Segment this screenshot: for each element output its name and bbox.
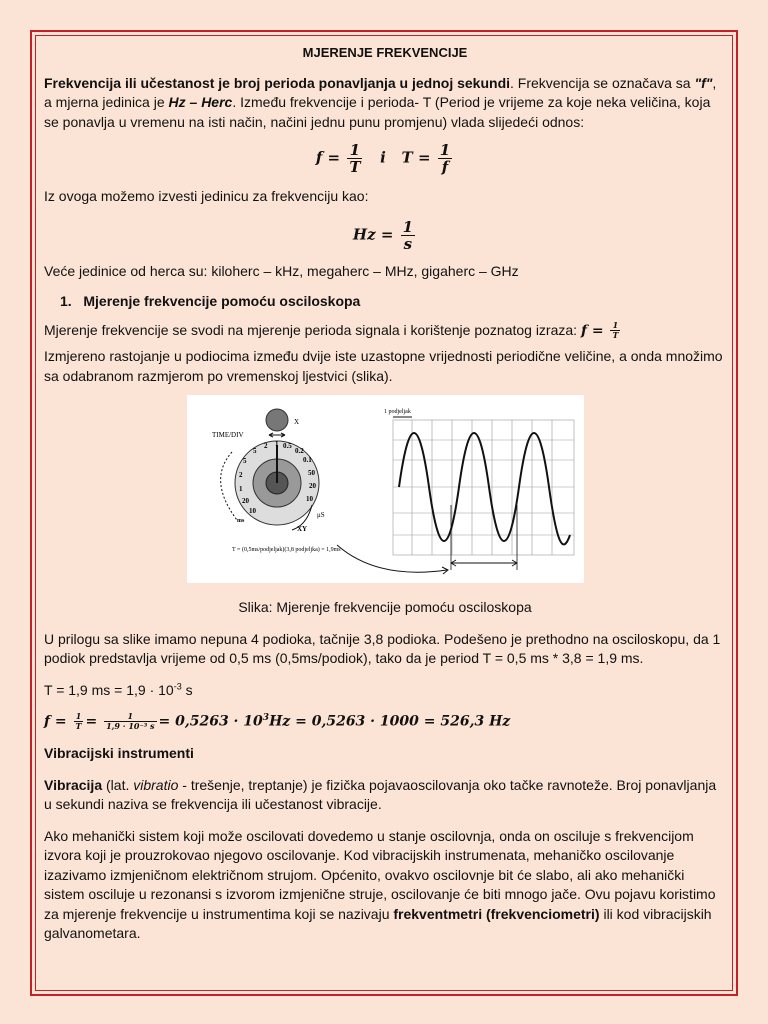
vib-latin: vibratio: [133, 776, 179, 793]
sine-wave: [399, 433, 570, 544]
x-knob: [266, 409, 288, 431]
formula3-rest2: Hz = 0,5263 · 1000 = 526,3 Hz: [269, 713, 511, 730]
formula2-lhs: Hz: [352, 225, 376, 243]
dial-num: 2: [263, 442, 267, 450]
inline-frac: [610, 321, 620, 340]
formula2-den: s: [403, 234, 413, 253]
formula3-eq2: =: [85, 713, 98, 730]
intro-text-3: . Između frekvencije i perioda- T (Period je vrijeme za koje neka veličina, koja se ponavlja u vremenu na isti način, načini jednu punu promjenu) vlada slijedeći odnos:: [44, 94, 711, 130]
dial-num: 50: [307, 469, 315, 477]
dial-num: 5: [242, 457, 246, 465]
units-line: Veće jedinice od herca su: kiloherc – kHz, megaherc – MHz, gigaherc – GHz: [44, 262, 519, 279]
formula1-i: i: [380, 148, 386, 167]
vib-p2-tail: ili kod vibracijskih galvanometara.: [44, 905, 712, 941]
formula3-frac2: [104, 712, 156, 731]
t-line-unit: s: [181, 681, 193, 698]
formula3-den1: T: [75, 721, 82, 731]
label-xy: XY: [296, 525, 307, 533]
formula1-f: f: [315, 148, 323, 167]
vib-paragraph-1: [44, 776, 726, 815]
dial-num: 10: [305, 495, 313, 503]
formula2-frac: [401, 219, 415, 252]
formula1-den1: T: [349, 158, 361, 176]
formula-hz: [44, 219, 726, 252]
label-podjeljak: 1 podjeljak: [383, 409, 411, 415]
x-arrow-icon: [269, 433, 285, 437]
formula3-eq: =: [54, 713, 67, 730]
section-number: 1.: [60, 293, 72, 309]
inline-num: 1: [610, 321, 620, 331]
formula3-num1: 1: [74, 712, 84, 722]
inline-f: f: [580, 322, 587, 339]
inline-formula: [580, 320, 622, 340]
formula1-eq1: =: [327, 148, 341, 167]
t-line-text: T = 1,9 ms = 1,9 · 10: [44, 681, 174, 698]
definition-bold: Frekvencija ili učestanost je broj perioda ponavljanja u jednoj sekundi: [44, 74, 511, 91]
page-title: MJERENJE FREKVENCIJE: [302, 45, 468, 60]
formula3-exp: 3: [262, 712, 270, 723]
inline-den: T: [612, 330, 619, 340]
dial-num: 0.2: [294, 447, 304, 455]
vib-p2-text: Ako mehanički sistem koji može oscilovati dovedemo u stanje oscilovnja, onda on osciluje s frekvencijom izvora koji je prouzrokovao njegovo oscilovanje. Kod vibracijskih instrumenata, mehaničko oscilovanje izazivamo izmjeničnom električnom strujom. Općenito, ovakvo oscilovnje bit će slabo, ali ako mehanički sistem osciluje u rezonansi s izvorom izmjenične struje, oscilovanje će biti mnogo jače. Ovu pojavu koristimo za mjerenje frekvencije u instrumentima koji se nazivaju: [44, 827, 716, 922]
formula-result: [44, 712, 726, 732]
formula1-frac2: [438, 142, 452, 175]
formula2-eq: =: [380, 225, 394, 243]
label-time-div: TIME/DIV: [211, 431, 243, 439]
oscilloscope-text: Mjerenje frekvencije se svodi na mjerenje perioda signala i korištenje poznatog izraza:: [44, 321, 578, 338]
dial-num: 2: [238, 471, 242, 479]
label-us: μS: [316, 511, 325, 519]
dial-num: 5: [252, 447, 256, 455]
formula1-num1: 1: [347, 142, 362, 159]
symbol-f: "f": [694, 74, 713, 91]
formula3-num2: 1: [104, 712, 156, 722]
dial-num: 1: [238, 485, 242, 493]
dial-arc-left: [220, 452, 236, 520]
figure-caption: Slika: Mjerenje frekvencije pomoću osciloskopa: [238, 599, 532, 615]
period-formula: T = (0,5ms/podjeljak)(3,8 podjeljka) = 1,9ms: [231, 547, 341, 553]
hz-intro: Iz ovoga možemo izvesti jedinicu za frekvenciju kao:: [44, 188, 369, 204]
dial-num: 0.1: [302, 456, 312, 464]
intro-text-1: . Frekvencija se označava sa: [510, 74, 695, 91]
vib-paragraph-2: [44, 827, 726, 944]
dial-num: 20: [241, 497, 249, 505]
formula1-frac1: [347, 142, 362, 175]
formula2-num: 1: [402, 217, 414, 236]
explain-paragraph: U prilogu sa slike imamo nepuna 4 podioka, tačnije 3,8 podioka. Podešeno je prethodno na osciloskopu, da 1 podiok predstavlja vrijeme od 0,5 ms (0,5ms/podiok), tako da je period T = 0,5 ms * 3,8 = 1,9 ms.: [44, 630, 721, 666]
formula1-den2: f: [441, 158, 449, 176]
section-heading-text: Mjerenje frekvencije pomoću osciloskopa: [83, 293, 361, 309]
leader-line: [337, 545, 447, 572]
formula3-f: f: [44, 713, 51, 730]
formula-f-t: [44, 142, 726, 175]
measure-paragraph: Izmjereno rastojanje u podiocima između dvije iste uzastopne vrijednosti periodične veličine, a onda množimo sa odabranom razmjerom po vremenskoj ljestvici (slika).: [44, 348, 723, 384]
intro-text-2: , a mjerna jedinica je: [44, 74, 717, 110]
oscilloscope-figure: [187, 395, 584, 583]
dial-num: 20: [308, 482, 316, 490]
formula1-T: T: [401, 148, 413, 167]
vib-p2-bold: frekventmetri (frekvenciometri): [393, 905, 600, 922]
formula3-frac1: [74, 712, 84, 731]
period-arrow-icon: [451, 560, 517, 566]
section-heading: [44, 292, 726, 312]
formula1-num2: 1: [439, 141, 451, 159]
intro-paragraph: [44, 74, 726, 133]
formula3-den2: 1,9 · 10⁻³ s: [106, 721, 155, 731]
label-x: X: [293, 418, 299, 426]
formula1-eq2: =: [417, 148, 431, 167]
vib-text-2: - trešenje, treptanje) je fizička pojavaoscilovanja oko tačke ravnoteže. Broj ponavljanja u sekundi naziva se frekvencija ili učestanost vibracije.: [44, 776, 717, 812]
t-line-exp: -3: [173, 680, 182, 691]
inline-eq: =: [591, 322, 604, 339]
dial-num: 1: [274, 440, 278, 448]
document-body: [44, 40, 726, 944]
dial-num: 0.5: [282, 442, 292, 450]
label-ms: ms: [236, 518, 244, 524]
t-line: [44, 681, 726, 701]
unit-hz: Hz – Herc: [168, 94, 233, 110]
vib-text-1: (lat.: [102, 776, 134, 793]
vib-heading: Vibracijski instrumenti: [44, 745, 194, 761]
vib-term: Vibracija: [44, 776, 103, 793]
formula3-rest1: = 0,5263 · 10: [158, 713, 263, 730]
oscilloscope-paragraph: [44, 321, 726, 342]
dial-num: 10: [248, 507, 256, 515]
